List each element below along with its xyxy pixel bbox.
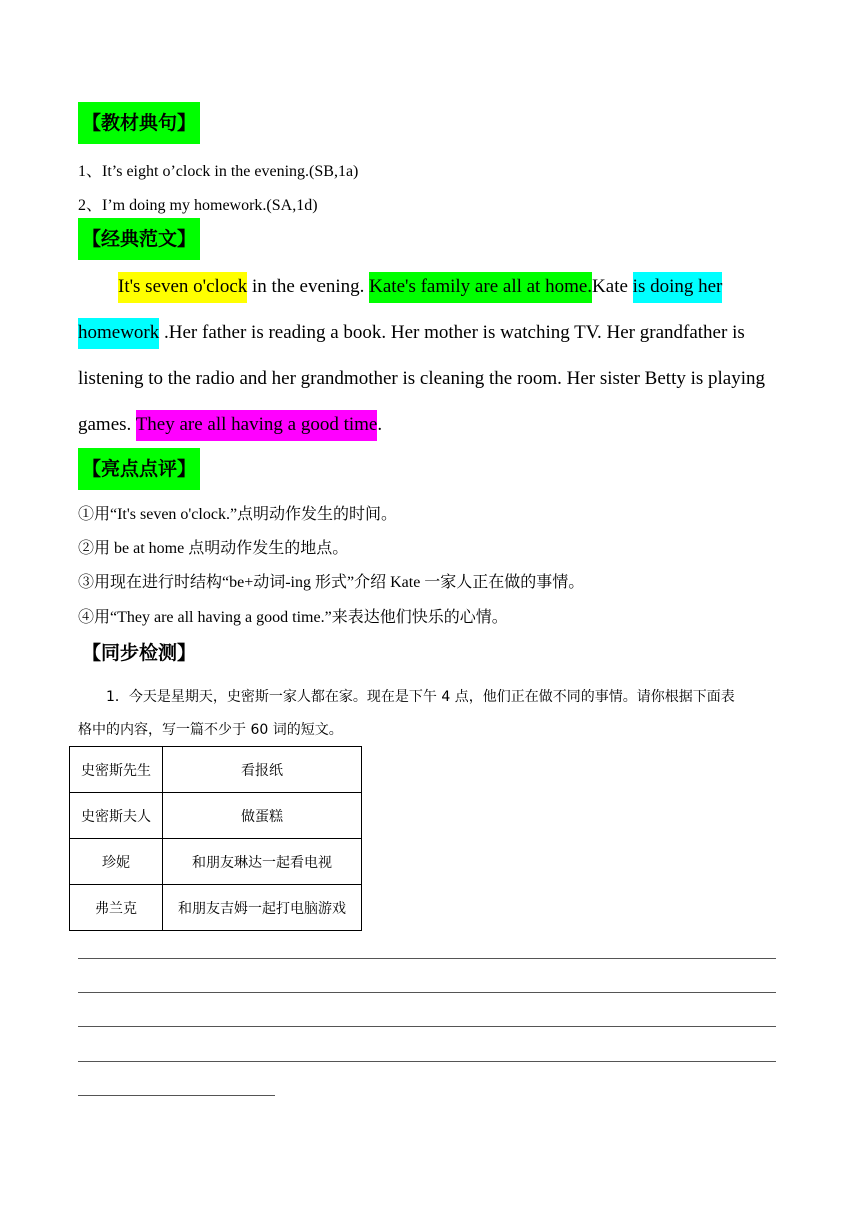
answer-line[interactable] xyxy=(78,1095,275,1096)
answer-line[interactable] xyxy=(78,992,776,993)
essay-text: in the evening. xyxy=(247,276,370,297)
table-cell-activity: 做蛋糕 xyxy=(163,793,362,839)
essay-text: .Her father is reading a book. Her mother is watching TV. Her grandfather is listening to the radio and her grandmother is cleaning the room. Her sister Betty is playing games. xyxy=(78,322,766,435)
table-cell-person: 史密斯先生 xyxy=(70,747,163,793)
comment-2: ②用 be at home 点明动作发生的地点。 xyxy=(78,540,349,557)
section-heading-model-essay: 【经典范文】 xyxy=(78,218,200,260)
essay-time-highlight: It's seven o'clock xyxy=(118,272,247,303)
comment-4: ④用“They are all having a good time.”来表达他们快乐的心情。 xyxy=(78,609,508,626)
essay-text: . xyxy=(377,414,383,435)
model-essay xyxy=(78,264,778,448)
table-row xyxy=(70,793,362,839)
section-heading-practice: 【同步检测】 xyxy=(82,642,197,664)
answer-line[interactable] xyxy=(78,1061,776,1062)
section-heading-textbook: 【教材典句】 xyxy=(78,102,200,144)
table-cell-person: 弗兰克 xyxy=(70,885,163,931)
answer-line[interactable] xyxy=(78,1026,776,1027)
essay-action-highlight: is doing her homework xyxy=(78,272,722,349)
essay-place-highlight: Kate's family are all at home. xyxy=(369,272,592,303)
answer-line[interactable] xyxy=(78,958,776,959)
activity-table xyxy=(69,746,362,931)
table-cell-person: 珍妮 xyxy=(70,839,163,885)
comment-3: ③用现在进行时结构“be+动词-ing 形式”介绍 Kate 一家人正在做的事情。 xyxy=(78,574,585,591)
table-cell-activity: 和朋友琳达一起看电视 xyxy=(163,839,362,885)
table-cell-activity: 和朋友吉姆一起打电脑游戏 xyxy=(163,885,362,931)
textbook-sentence-1: 1、It’s eight o’clock in the evening.(SB,1a) xyxy=(78,163,359,180)
table-row xyxy=(70,885,362,931)
table-row xyxy=(70,839,362,885)
essay-feeling-highlight: They are all having a good time xyxy=(136,410,378,441)
table-row xyxy=(70,747,362,793)
essay-text: Kate xyxy=(592,276,633,297)
comment-1: ①用“It's seven o'clock.”点明动作发生的时间。 xyxy=(78,506,398,523)
table-cell-person: 史密斯夫人 xyxy=(70,793,163,839)
task-instruction-line-2: 格中的内容，写一篇不少于 60 词的短文。 xyxy=(78,722,343,738)
section-heading-highlights: 【亮点点评】 xyxy=(78,448,200,490)
task-instruction-line-1: 1．今天是星期天，史密斯一家人都在家。现在是下午 4 点，他们正在做不同的事情。请你根据下面表 xyxy=(106,689,735,705)
textbook-sentence-2: 2、I’m doing my homework.(SA,1d) xyxy=(78,197,318,214)
table-cell-activity: 看报纸 xyxy=(163,747,362,793)
